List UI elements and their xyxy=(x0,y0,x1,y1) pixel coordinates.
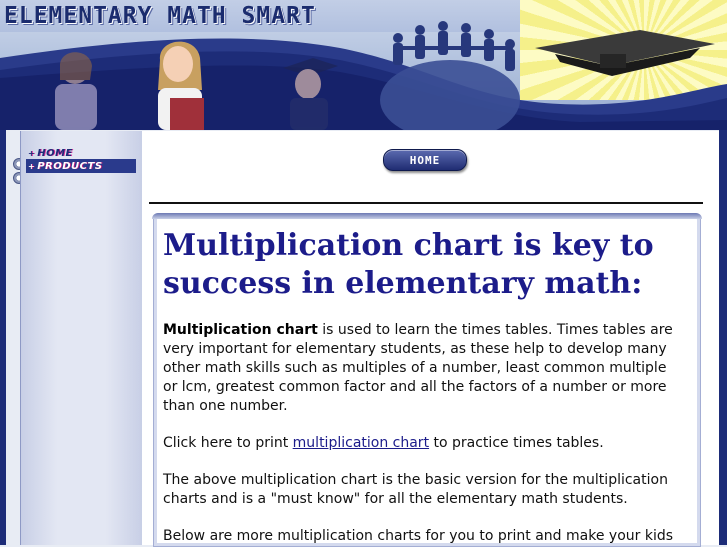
student-photo-1 xyxy=(55,52,97,130)
sidebar-item-home[interactable] xyxy=(28,146,73,160)
content-divider xyxy=(149,202,703,204)
multiplication-chart-link[interactable]: multiplication chart xyxy=(292,435,430,451)
sidebar-item-label: HOME xyxy=(37,147,73,159)
home-button[interactable]: HOME xyxy=(383,149,467,171)
print-prefix-text: Click here to print xyxy=(163,435,293,451)
site-header xyxy=(0,0,727,130)
intro-bold-term: Multiplication chart xyxy=(163,322,318,338)
article-content xyxy=(163,227,683,546)
sidebar-item-label: PRODUCTS xyxy=(37,160,103,172)
left-sidebar xyxy=(20,131,143,545)
graduation-cap-icon xyxy=(535,30,715,76)
basic-version-paragraph: The above multiplication chart is the basic version for the multiplication charts and is a "must know" for all the elementary math students. xyxy=(163,472,668,507)
print-suffix-text: to practice times tables. xyxy=(429,435,604,451)
intro-paragraph xyxy=(163,321,683,416)
sidebar-item-products[interactable] xyxy=(26,159,136,173)
sidebar-panel xyxy=(21,131,142,545)
more-charts-paragraph: Below are more multiplication charts for you to print and make your kids xyxy=(163,528,674,544)
intro-text: is used to learn the times tables. Times tables are very important for elementary students, as these help to develop many other math skills such as multiples of a number, least common multiple or lcm, greatest common factor and all the factors of a number or more than one number. xyxy=(163,322,673,414)
bullet-arrow-icon: + xyxy=(28,161,36,171)
frame-left-border xyxy=(0,130,6,545)
article-panel xyxy=(153,214,701,547)
frame-right-border xyxy=(719,130,727,545)
page-title: Multiplication chart is key to success in elementary math: xyxy=(163,228,654,301)
bullet-arrow-icon: + xyxy=(28,148,36,158)
print-paragraph xyxy=(163,434,683,453)
student-photo-2 xyxy=(158,42,204,130)
site-title: ELEMENTARY MATH SMART xyxy=(4,3,316,29)
